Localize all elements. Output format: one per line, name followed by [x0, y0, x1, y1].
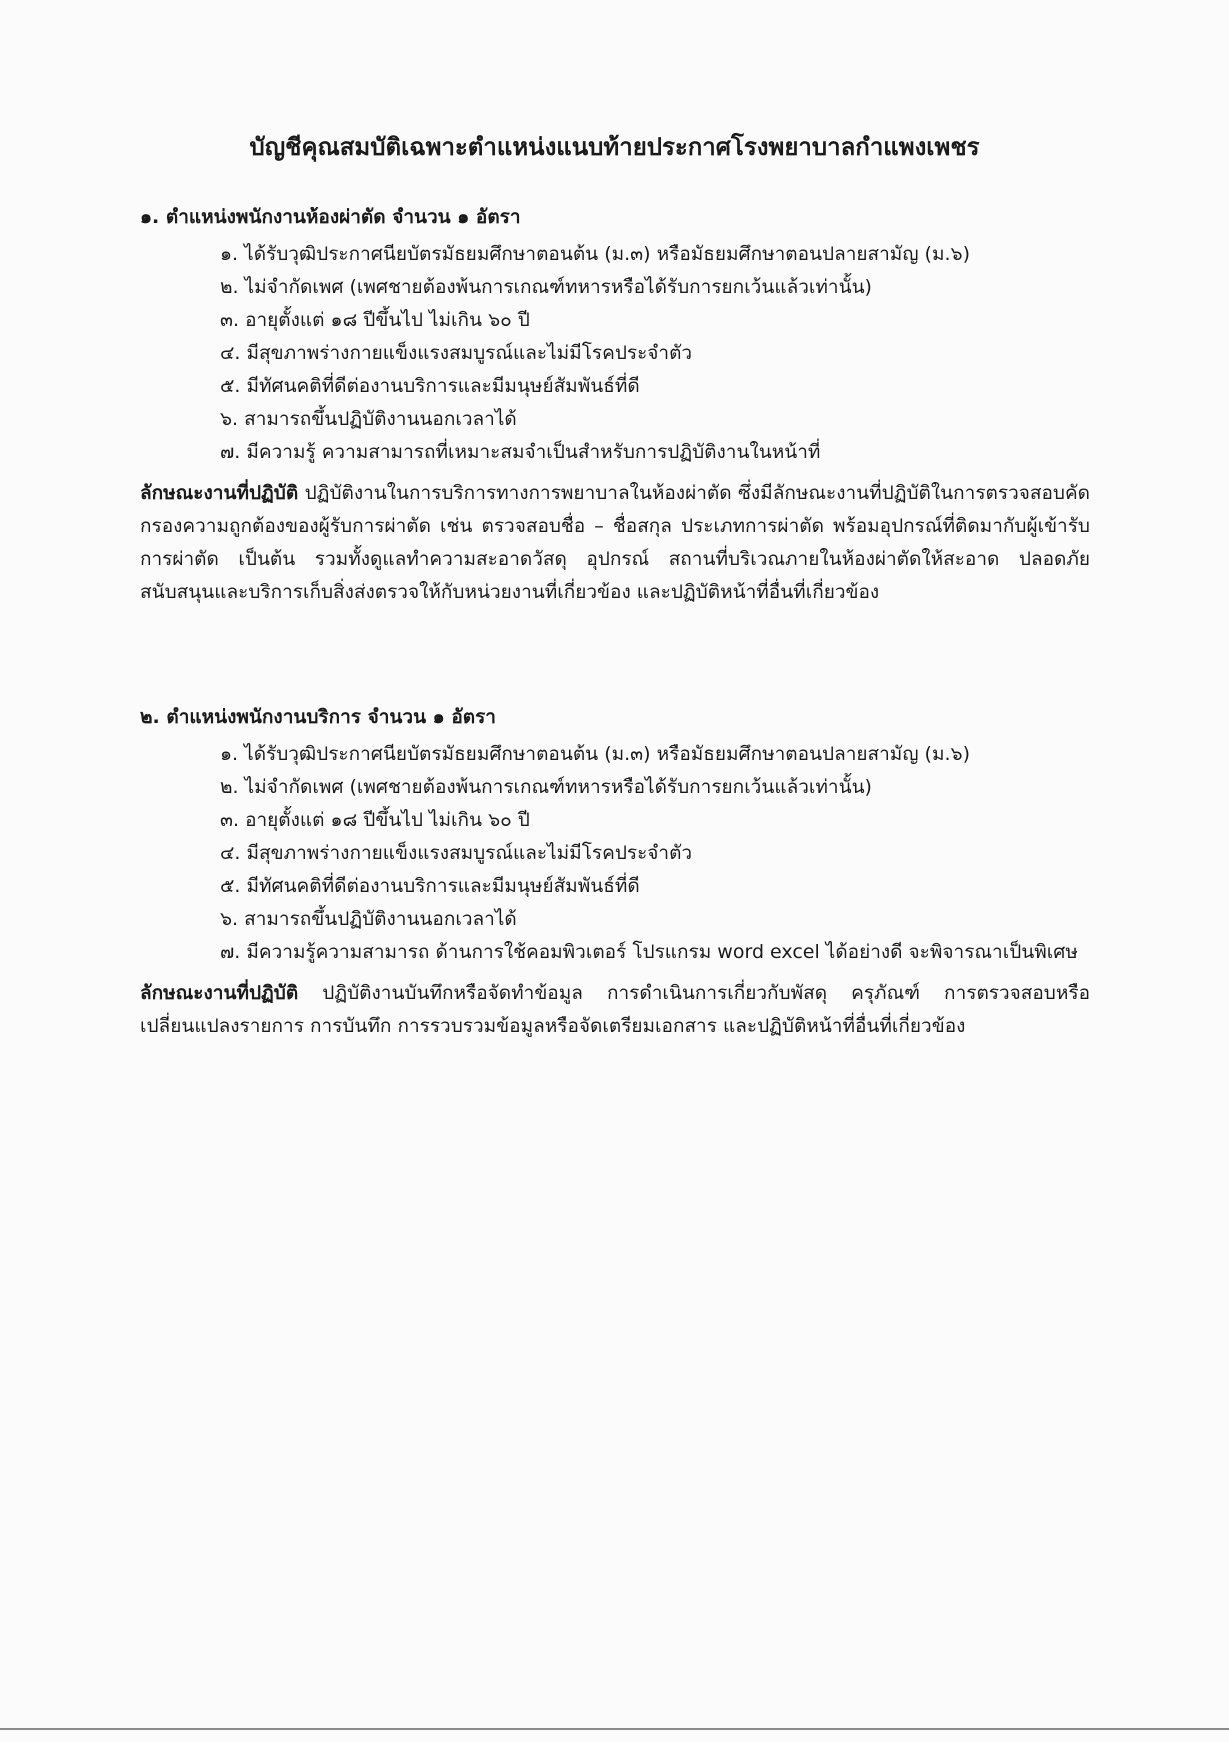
- section-operating-room-staff: [140, 200, 1090, 609]
- job-description: [140, 977, 1090, 1043]
- qualification-item: ๔. มีสุขภาพร่างกายแข็งแรงสมบูรณ์และไม่มีโรคประจำตัว: [220, 842, 693, 864]
- qualification-item: ๒. ไม่จำกัดเพศ (เพศชายต้องพ้นการเกณฑ์ทหารหรือได้รับการยกเว้นแล้วเท่านั้น): [220, 276, 872, 298]
- qualification-list: [140, 738, 1090, 969]
- qualification-item: ๑. ได้รับวุฒิประกาศนียบัตรมัธยมศึกษาตอนต้น (ม.๓) หรือมัธยมศึกษาตอนปลายสามัญ (ม.๖): [220, 743, 971, 765]
- section-heading: ๑. ตำแหน่งพนักงานห้องผ่าตัด จำนวน ๑ อัตรา: [140, 206, 521, 228]
- qualification-item: ๖. สามารถขึ้นปฏิบัติงานนอกเวลาได้: [220, 908, 517, 930]
- qualification-item: ๒. ไม่จำกัดเพศ (เพศชายต้องพ้นการเกณฑ์ทหารหรือได้รับการยกเว้นแล้วเท่านั้น): [220, 776, 872, 798]
- section-heading: ๒. ตำแหน่งพนักงานบริการ จำนวน ๑ อัตรา: [140, 706, 496, 728]
- qualification-item: ๗. มีความรู้ ความสามารถที่เหมาะสมจำเป็นสำหรับการปฏิบัติงานในหน้าที่: [220, 441, 821, 463]
- job-description-text: ปฏิบัติงานบันทึกหรือจัดทำข้อมูล การดำเนินการเกี่ยวกับพัสดุ ครุภัณฑ์ การตรวจสอบหรือเปลี่ยนแปลงรายการ การบันทึก การรวบรวมข้อมูลหรือจัดเตรียมเอกสาร และปฏิบัติหน้าที่อื่นที่เกี่ยวข้อง: [140, 982, 1090, 1037]
- qualification-item: ๖. สามารถขึ้นปฏิบัติงานนอกเวลาได้: [220, 408, 517, 430]
- job-description-label: ลักษณะงานที่ปฏิบัติ: [140, 482, 299, 504]
- document-title: บัญชีคุณสมบัติเฉพาะตำแหน่งแนบท้ายประกาศโรงพยาบาลกำแพงเพชร: [249, 133, 980, 161]
- section-service-staff: [140, 700, 1090, 1043]
- qualification-item: ๔. มีสุขภาพร่างกายแข็งแรงสมบูรณ์และไม่มีโรคประจำตัว: [220, 342, 693, 364]
- job-description: [140, 477, 1090, 609]
- qualification-item: ๓. อายุตั้งแต่ ๑๘ ปีขึ้นไป ไม่เกิน ๖๐ ปี: [220, 809, 530, 831]
- job-description-label: ลักษณะงานที่ปฏิบัติ: [140, 982, 299, 1004]
- qualification-item: ๑. ได้รับวุฒิประกาศนียบัตรมัธยมศึกษาตอนต้น (ม.๓) หรือมัธยมศึกษาตอนปลายสามัญ (ม.๖): [220, 243, 971, 265]
- page-bottom-border: [0, 1728, 1229, 1730]
- qualification-item: ๗. มีความรู้ความสามารถ ด้านการใช้คอมพิวเตอร์ โปรแกรม word excel ได้อย่างดี จะพิจารณาเป็นพิเศษ: [220, 941, 1078, 963]
- job-description-text: ปฏิบัติงานในการบริการทางการพยาบาลในห้องผ่าตัด ซึ่งมีลักษณะงานที่ปฏิบัติในการตรวจสอบคัดกรองความถูกต้องของผู้รับการผ่าตัด เช่น ตรวจสอบชื่อ – ชื่อสกุล ประเภทการผ่าตัด พร้อมอุปกรณ์ที่ติดมากับผู้เข้ารับการผ่าตัด เป็นต้น รวมทั้งดูแลทำความสะอาดวัสดุ อุปกรณ์ สถานที่บริเวณภายในห้องผ่าตัดให้สะอาด ปลอดภัย สนับสนุนและบริการเก็บสิ่งส่งตรวจให้กับหน่วยงานที่เกี่ยวข้อง และปฏิบัติหน้าที่อื่นที่เกี่ยวข้อง: [140, 482, 1090, 603]
- qualification-item: ๓. อายุตั้งแต่ ๑๘ ปีขึ้นไป ไม่เกิน ๖๐ ปี: [220, 309, 530, 331]
- qualification-list: [140, 238, 1090, 469]
- qualification-item: ๕. มีทัศนคติที่ดีต่องานบริการและมีมนุษย์สัมพันธ์ที่ดี: [220, 875, 640, 897]
- qualification-item: ๕. มีทัศนคติที่ดีต่องานบริการและมีมนุษย์สัมพันธ์ที่ดี: [220, 375, 640, 397]
